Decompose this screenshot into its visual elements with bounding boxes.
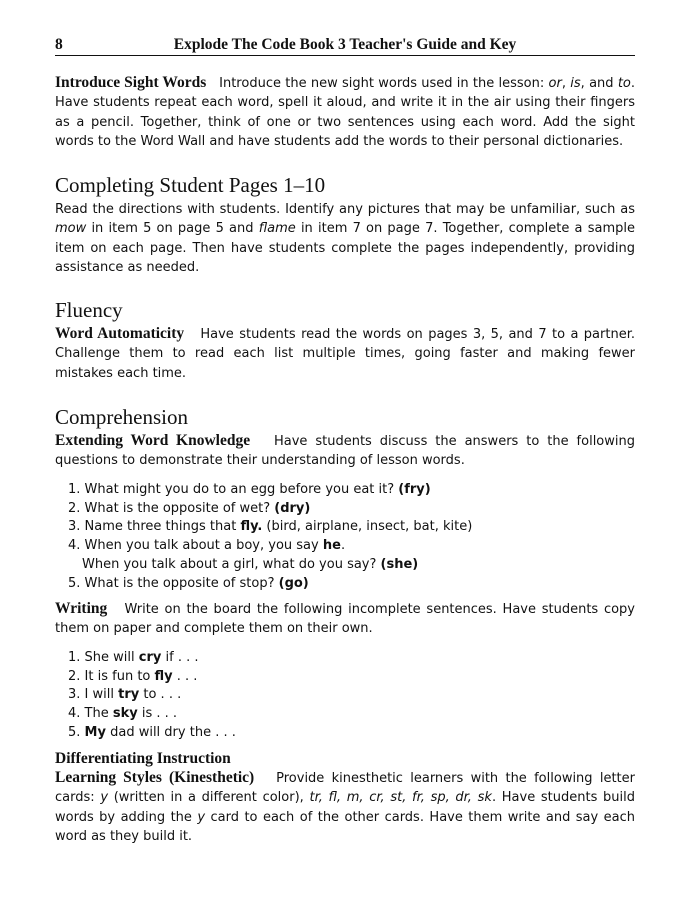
item-keyword: fly.	[240, 519, 263, 535]
item-text: What is the opposite of wet?	[84, 500, 275, 516]
text-run: . Have students build words by adding the	[55, 790, 635, 825]
sight-words-section	[55, 73, 635, 152]
item-text: The	[84, 706, 113, 722]
emphasis: y	[197, 809, 206, 825]
text-run: Provide kinesthetic learners with the following letter cards:	[55, 771, 635, 806]
fluency-paragraph	[55, 324, 635, 383]
item-keyword: My	[84, 725, 106, 740]
item-number: 1.	[68, 481, 81, 497]
list-item	[68, 500, 635, 519]
section-title: Completing Student Pages 1–10	[55, 173, 326, 197]
list-item	[68, 686, 635, 705]
sight-word: is	[570, 76, 581, 91]
item-number: 2.	[68, 668, 81, 684]
writing-section	[55, 599, 635, 743]
text-run: Read the directions with students. Identify any pictures that may be unfamiliar, such as	[55, 202, 635, 217]
list-item	[68, 537, 635, 556]
list-item	[68, 518, 635, 537]
item-keyword: try	[118, 687, 140, 703]
emphasis: tr, fl, m, cr, st, fr, sp, dr, sk	[309, 790, 492, 806]
item-text: to . . .	[139, 687, 182, 703]
item-text: is . . .	[137, 706, 178, 722]
list-item	[68, 705, 635, 724]
text-run: (written in a different color),	[108, 790, 310, 806]
running-title: Explode The Code Book 3 Teacher's Guide and Key	[173, 36, 517, 53]
item-number: 3.	[68, 519, 81, 535]
completing-paragraph	[55, 200, 635, 278]
list-item	[68, 575, 635, 594]
item-number: 5.	[68, 575, 81, 591]
sight-word: to	[617, 76, 631, 91]
text-run: in item 7 on page 7. Together, complete a sample item on each page. Then have students complete the pages independently, providing assistance as needed.	[55, 221, 635, 276]
sight-word: or	[548, 76, 562, 91]
item-text: dad will dry the . . .	[105, 725, 236, 740]
differentiating-lead: Learning Styles (Kinesthetic)	[55, 769, 255, 786]
item-text: When you talk about a girl, what do you say?	[82, 557, 381, 572]
item-keyword: sky	[112, 706, 138, 722]
item-answer: (fry)	[398, 481, 431, 497]
list-item	[68, 724, 635, 743]
sight-words-lead: Introduce Sight Words	[55, 74, 207, 91]
text-run: card to each of the other cards. Have them write and say each word as they build it.	[55, 809, 635, 845]
item-answer: (go)	[278, 575, 309, 591]
item-text: . . .	[172, 668, 198, 684]
differentiating-section	[55, 749, 635, 847]
fluency-lead: Word Automaticity	[55, 325, 185, 342]
comprehension-paragraph	[55, 431, 635, 471]
list-item-continuation	[68, 556, 635, 575]
comprehension-section	[55, 405, 635, 594]
text-run: Have students read the words on pages 3, 5, and 7 to a partner. Challenge them to read each list multiple times, going faster and making fewer mistakes each time.	[55, 327, 635, 381]
item-number: 1.	[68, 649, 81, 665]
item-text: When you talk about a boy, you say	[84, 538, 323, 554]
item-text: I will	[84, 687, 119, 703]
item-number: 2.	[68, 500, 81, 516]
item-number: 5.	[68, 725, 81, 740]
text-run: . Have students repeat each word, spell it aloud, and write it in the air using their fingers as a pencil. Together, think of one or two sentences using each word. Add the sight words to the Word Wall and have students add the words to their personal dictionaries.	[55, 76, 636, 150]
list-item	[68, 668, 635, 687]
text-run: Have students discuss the answers to the following questions to demonstrate their understanding of lesson words.	[55, 434, 635, 469]
item-answer: (dry)	[274, 500, 311, 516]
item-text: What is the opposite of stop?	[84, 575, 279, 591]
comprehension-list	[55, 481, 635, 594]
item-keyword: fly	[154, 668, 173, 684]
text-run: , and	[580, 76, 618, 91]
item-keyword: cry	[138, 649, 162, 665]
emphasis: flame	[258, 221, 296, 237]
item-text: What might you do to an egg before you eat it?	[84, 481, 399, 497]
page-number: 8	[55, 36, 63, 53]
item-number: 4.	[68, 706, 81, 722]
item-text: She will	[84, 649, 139, 665]
emphasis: mow	[55, 221, 87, 237]
differentiating-paragraph	[55, 768, 635, 847]
item-text: .	[340, 538, 346, 554]
item-text: It is fun to	[84, 668, 155, 684]
writing-lead: Writing	[55, 600, 108, 617]
section-title: Fluency	[55, 298, 123, 322]
item-number: 3.	[68, 687, 81, 703]
text-run: Write on the board the following incomplete sentences. Have students copy them on paper and complete them on their own.	[55, 602, 635, 637]
list-item	[68, 649, 635, 668]
text-run: Introduce the new sight words used in the lesson:	[219, 76, 549, 91]
section-subtitle: Differentiating Instruction	[55, 750, 231, 767]
completing-section	[55, 173, 635, 278]
item-number: 4.	[68, 538, 81, 554]
page-header	[55, 33, 635, 56]
text-run: ,	[561, 76, 571, 91]
sight-words-paragraph	[55, 73, 635, 152]
fluency-section	[55, 298, 635, 383]
text-run: in item 5 on page 5 and	[86, 221, 259, 237]
list-item	[68, 481, 635, 500]
emphasis: y	[100, 790, 109, 806]
item-text: Name three things that	[84, 519, 241, 535]
item-keyword: he	[322, 538, 341, 554]
writing-list	[55, 649, 635, 743]
comprehension-lead: Extending Word Knowledge	[55, 432, 251, 449]
writing-paragraph	[55, 599, 635, 639]
item-text: if . . .	[161, 649, 199, 665]
item-text: (bird, airplane, insect, bat, kite)	[262, 519, 473, 535]
section-title: Comprehension	[55, 405, 188, 429]
item-answer: (she)	[380, 557, 419, 572]
